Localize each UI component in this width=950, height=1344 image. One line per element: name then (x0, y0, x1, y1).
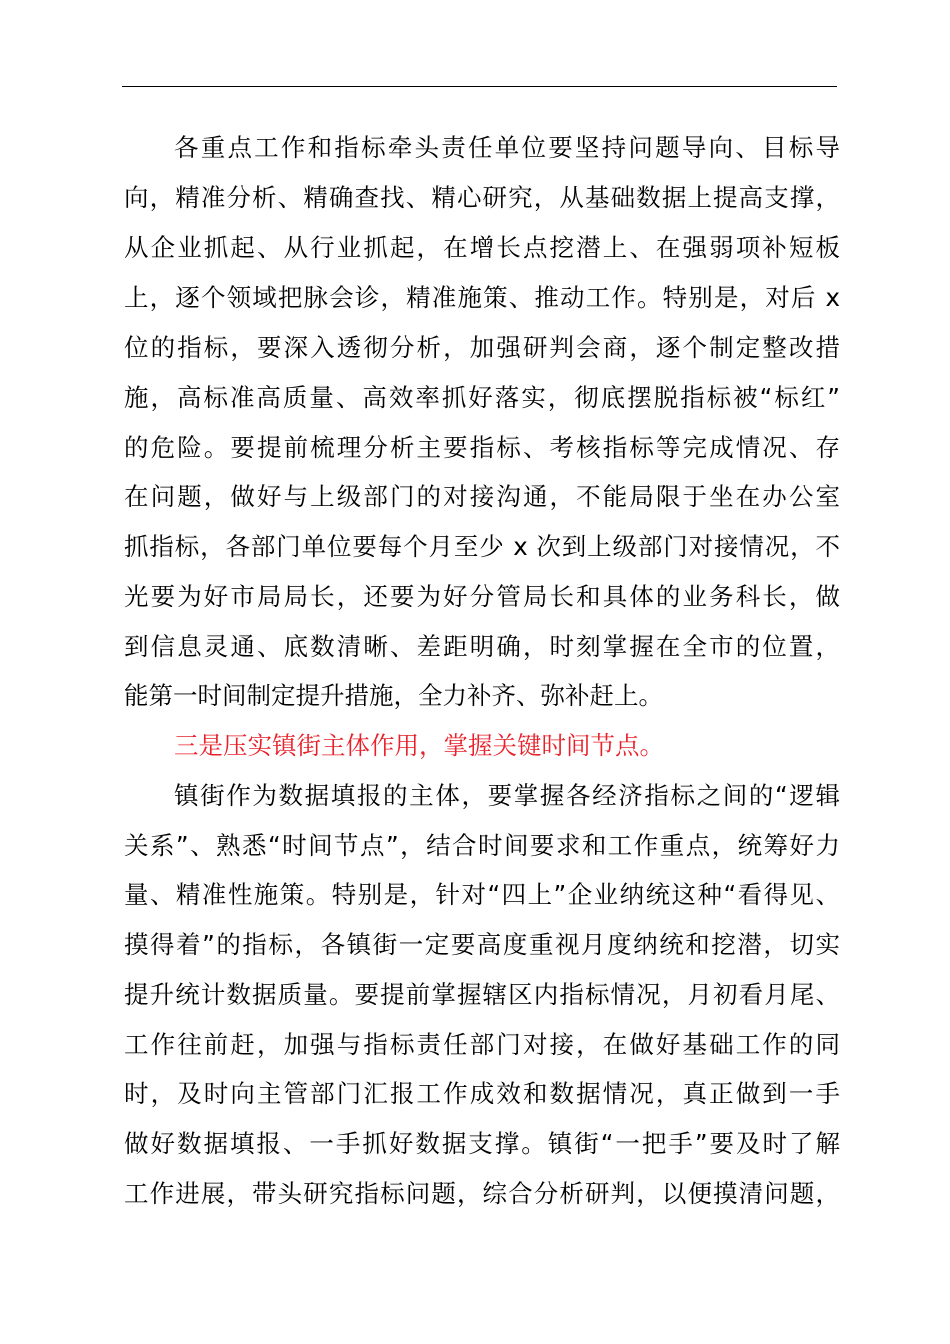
paragraph-line: 从企业抓起、从行业抓起，在增长点挖潜上、在强弱项补短板 (124, 233, 840, 262)
paragraph-line: 量、精准性施策。特别是，针对“四上”企业纳统这种“看得见、 (124, 880, 840, 909)
paragraph-line: 摸得着”的指标，各镇街一定要高度重视月度纳统和挖潜，切实 (124, 930, 840, 959)
paragraph-line: 关系”、熟悉“时间节点”，结合时间要求和工作重点，统筹好力 (124, 831, 840, 860)
section-heading: 三是压实镇街主体作用，掌握关键时间节点。 (174, 731, 664, 760)
paragraph-line: 能第一时间制定提升措施，全力补齐、弥补赶上。 (124, 681, 663, 710)
paragraph-line: 在问题，做好与上级部门的对接沟通，不能局限于坐在办公室 (124, 482, 840, 511)
paragraph-line: 做好数据填报、一手抓好数据支撑。镇街“一把手”要及时了解 (124, 1129, 840, 1158)
paragraph-line: 镇街作为数据填报的主体，要掌握各经济指标之间的“逻辑 (174, 781, 840, 810)
paragraph-line: 工作进展，带头研究指标问题，综合分析研判，以便摸清问题， (124, 1179, 840, 1208)
paragraph-line: 提升统计数据质量。要提前掌握辖区内指标情况，月初看月尾、 (124, 980, 840, 1009)
paragraph-line: 时，及时向主管部门汇报工作成效和数据情况，真正做到一手 (124, 1079, 840, 1108)
paragraph-line: 的危险。要提前梳理分析主要指标、考核指标等完成情况、存 (124, 433, 840, 462)
paragraph-line: 位的指标，要深入透彻分析，加强研判会商，逐个制定整改措 (124, 333, 840, 362)
paragraph-line: 到信息灵通、底数清晰、差距明确，时刻掌握在全市的位置， (124, 632, 840, 661)
paragraph-line: 工作往前赶，加强与指标责任部门对接，在做好基础工作的同 (124, 1030, 840, 1059)
paragraph-line: 向，精准分析、精确查找、精心研究，从基础数据上提高支撑， (124, 183, 840, 212)
paragraph-line: 施，高标准高质量、高效率抓好落实，彻底摆脱指标被“标红” (124, 383, 840, 412)
paragraph-line: 上，逐个领域把脉会诊，精准施策、推动工作。特别是，对后 x (124, 283, 840, 312)
paragraph-line: 光要为好市局局长，还要为好分管局长和具体的业务科长，做 (124, 582, 840, 611)
header-rule (122, 86, 837, 87)
paragraph-line: 抓指标，各部门单位要每个月至少 x 次到上级部门对接情况，不 (124, 532, 840, 561)
paragraph-line: 各重点工作和指标牵头责任单位要坚持问题导向、目标导 (174, 133, 840, 162)
